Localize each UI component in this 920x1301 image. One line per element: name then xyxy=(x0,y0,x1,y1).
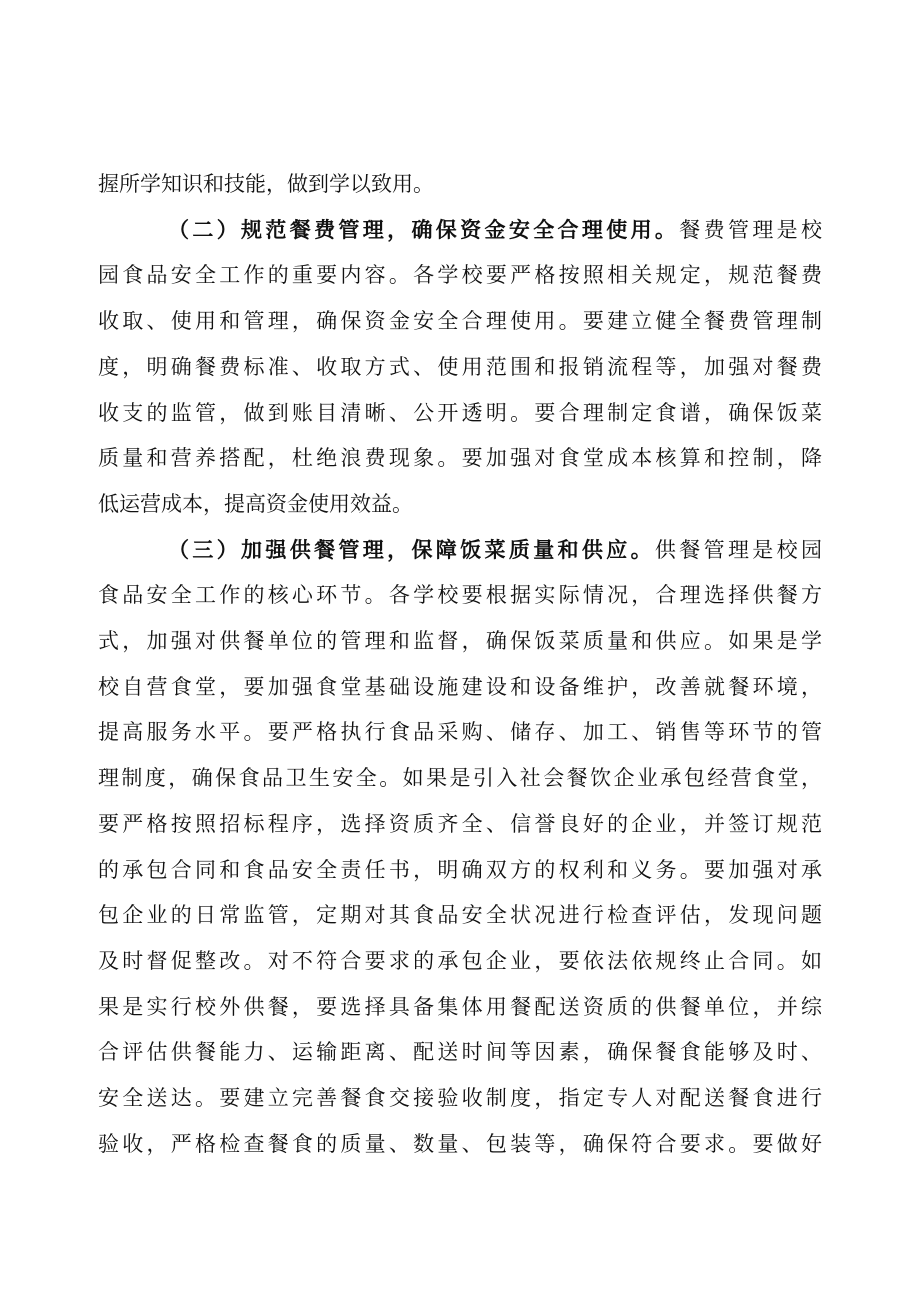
paragraph-3-first-line xyxy=(168,530,822,570)
paragraph-2-line: 度，明确餐费标准、收取方式、使用范围和报销流程等，加强对餐费 xyxy=(98,355,822,379)
paragraph-2-first-line-rest: 餐费管理是校 xyxy=(679,218,822,242)
paragraph-3-line: 的承包合同和食品安全责任书，明确双方的权利和义务。要加强对承 xyxy=(98,858,822,882)
paragraph-2-line: 收取、使用和管理，确保资金安全合理使用。要建立健全餐费管理制 xyxy=(98,309,822,333)
paragraph-1-line-1: 握所学知识和技能，做到学以致用。 xyxy=(98,172,434,196)
paragraph-3-line: 式，加强对供餐单位的管理和监督，确保饭菜质量和供应。如果是学 xyxy=(98,629,822,653)
paragraph-2-first-line xyxy=(168,210,822,250)
paragraph-3-line: 要严格按照招标程序，选择资质齐全、信誉良好的企业，并签订规范 xyxy=(98,812,822,836)
paragraph-2-line: 收支的监管，做到账目清晰、公开透明。要合理制定食谱，确保饭菜 xyxy=(98,401,822,425)
paragraph-3-line: 提高服务水平。要严格执行食品采购、储存、加工、销售等环节的管 xyxy=(98,720,822,744)
paragraph-2-line: 质量和营养搭配，杜绝浪费现象。要加强对食堂成本核算和控制，降 xyxy=(98,446,822,470)
paragraph-3-heading: （三）加强供餐管理，保障饭菜质量和供应。 xyxy=(168,537,655,562)
paragraph-3-line: 验收，严格检查餐食的质量、数量、包装等，确保符合要求。要做好 xyxy=(98,1132,822,1156)
paragraph-3-line: 食品安全工作的核心环节。各学校要根据实际情况，合理选择供餐方 xyxy=(98,583,822,607)
paragraph-2-heading: （二）规范餐费管理，确保资金安全合理使用。 xyxy=(168,217,680,242)
paragraph-3-line: 安全送达。要建立完善餐食交接验收制度，指定专人对配送餐食进行 xyxy=(98,1086,822,1110)
paragraph-2-line: 园食品安全工作的重要内容。各学校要严格按照相关规定，规范餐费 xyxy=(98,263,822,287)
paragraph-2-line: 低运营成本，提高资金使用效益。 xyxy=(98,492,413,516)
paragraph-3-line: 理制度，确保食品卫生安全。如果是引入社会餐饮企业承包经营食堂， xyxy=(98,766,822,790)
paragraph-3-line: 合评估供餐能力、运输距离、配送时间等因素，确保餐食能够及时、 xyxy=(98,1040,822,1064)
paragraph-3-line: 包企业的日常监管，定期对其食品安全状况进行检查评估，发现问题 xyxy=(98,903,822,927)
paragraph-3-line: 及时督促整改。对不符合要求的承包企业，要依法依规终止合同。如 xyxy=(98,949,822,973)
paragraph-3-first-line-rest: 供餐管理是校园 xyxy=(654,538,822,562)
paragraph-3-line: 校自营食堂，要加强食堂基础设施建设和设备维护，改善就餐环境， xyxy=(98,675,822,699)
paragraph-3-line: 果是实行校外供餐，要选择具备集体用餐配送资质的供餐单位，并综 xyxy=(98,995,822,1019)
